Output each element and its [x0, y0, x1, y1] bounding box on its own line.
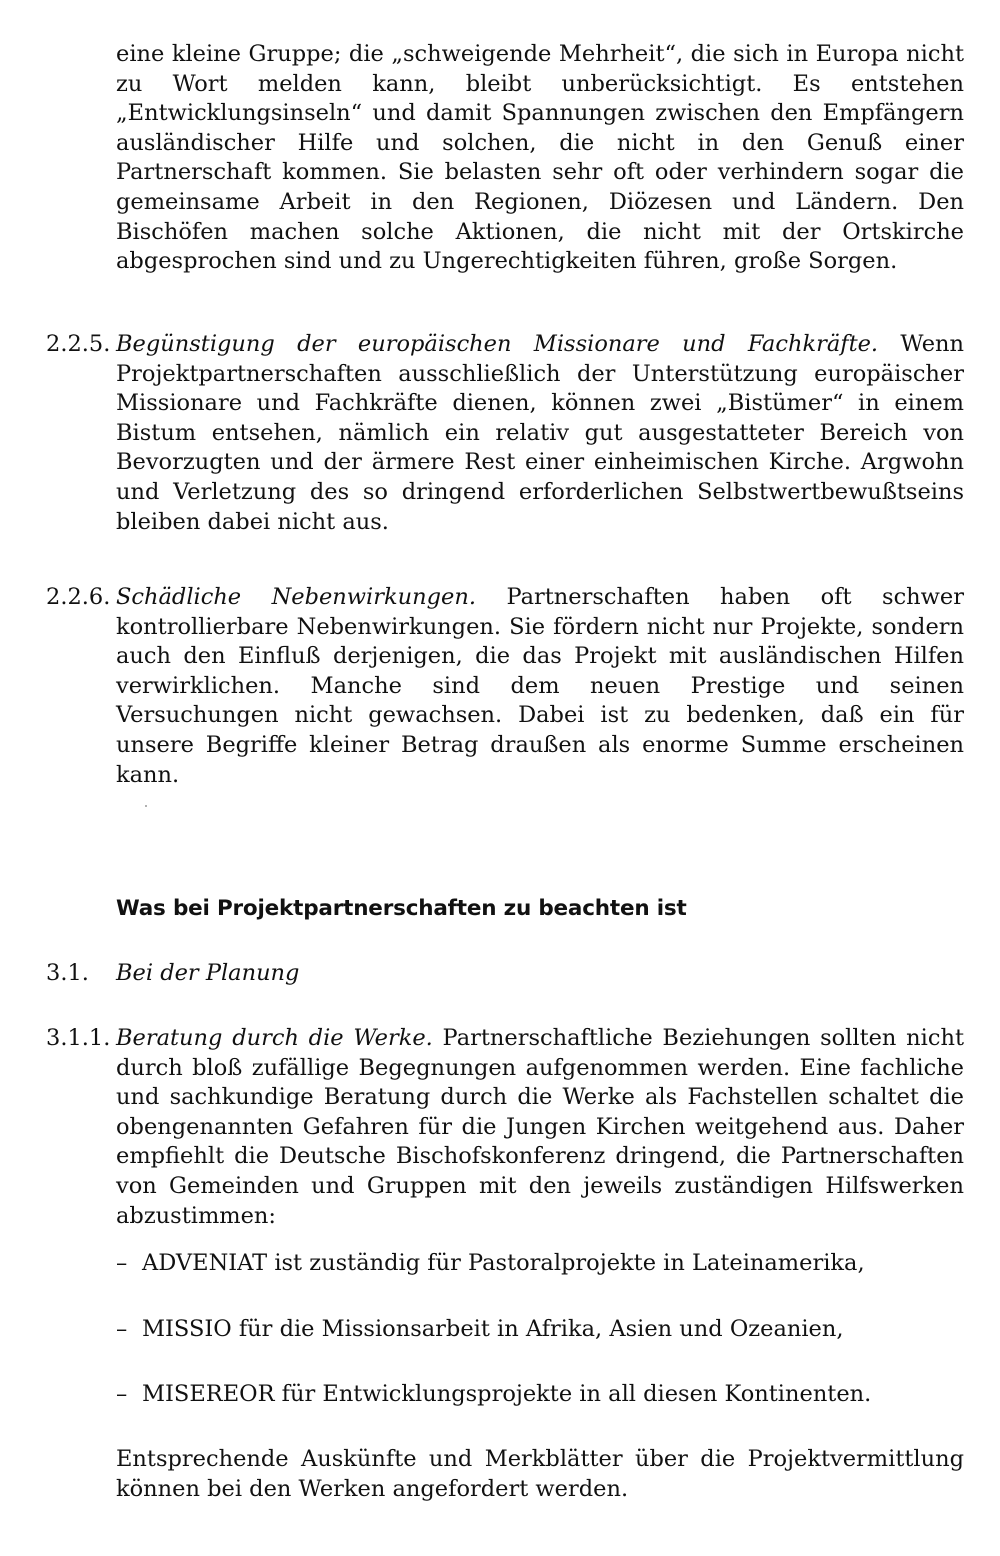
section-2-2-6	[46, 583, 964, 790]
list-item-text: MISSIO für die Missionsarbeit in Afrika, Asien und Ozeanien,	[142, 1316, 844, 1342]
list-item	[116, 1249, 964, 1279]
section-number: 3.1.1.	[46, 1025, 111, 1051]
subheading-number: 3.1.	[46, 960, 89, 986]
subheading-title: Bei der Planung	[116, 960, 300, 986]
scan-speck	[145, 805, 147, 807]
bullet-dash: –	[116, 1316, 128, 1342]
section-2-2-5	[46, 330, 964, 537]
list-item-text: ADVENIAT ist zuständig für Pastoralprojekte in Lateinamerika,	[142, 1250, 865, 1276]
list-item	[116, 1315, 964, 1345]
list-item-text: MISEREOR für Entwicklungsprojekte in all diesen Kontinenten.	[142, 1381, 872, 1407]
chapter-heading: Was bei Projektpartnerschaften zu beachten ist	[116, 896, 687, 921]
closing-paragraph: Entsprechende Auskünfte und Merkblätter über die Projektvermittlung können bei den Werken angefordert werden.	[116, 1446, 964, 1502]
subheading-3-1	[46, 959, 964, 989]
section-number: 2.2.5.	[46, 331, 111, 357]
section-paragraph	[116, 583, 964, 790]
section-title: Begünstigung der europäischen Missionare und Fachkräfte.	[116, 331, 879, 357]
section-body: Wenn Projektpartnerschaften ausschließlich der Unterstützung europäischer Missionare und Fachkräfte dienen, können zwei „Bistümer“ in einem Bistum entsehen, nämlich ein relativ gut ausgestatteter Bereich von Bevorzugten und der ärmere Rest einer einheimischen Kirche. Argwohn und Verletzung des so dringend erforderlichen Selbstwertbewußtseins bleiben dabei nicht aus.	[116, 331, 964, 535]
bullet-dash: –	[116, 1250, 128, 1276]
section-paragraph	[116, 1024, 964, 1231]
intro-paragraph: eine kleine Gruppe; die „schweigende Mehrheit“, die sich in Europa nicht zu Wort melden kann, bleibt unberücksichtigt. Es entstehen „Entwicklungsinseln“ und damit Spannungen zwischen den Empfängern ausländischer Hilfe und solchen, die nicht in den Genuß einer Partnerschaft kommen. Sie belasten sehr oft oder verhindern sogar die gemeinsame Arbeit in den Regionen, Diözesen und Ländern. Den Bischöfen machen solche Aktionen, die nicht mit der Ortskirche abgesprochen sind und zu Ungerechtigkeiten führen, große Sorgen.	[116, 41, 964, 275]
section-title: Beratung durch die Werke.	[116, 1025, 433, 1051]
list-item	[116, 1380, 964, 1410]
section-3-1-1	[46, 1024, 964, 1231]
bullet-dash: –	[116, 1381, 128, 1407]
section-body: Partnerschaften haben oft schwer kontrollierbare Nebenwirkungen. Sie fördern nicht nur Projekte, sondern auch den Einfluß derjenigen, die das Projekt mit ausländischen Hilfen verwirklichen. Manche sind dem neuen Prestige und seinen Versuchungen nicht gewachsen. Dabei ist zu bedenken, daß ein für unsere Begriffe kleiner Betrag draußen als enorme Summe erscheinen kann.	[116, 584, 964, 788]
section-paragraph	[116, 330, 964, 537]
section-body: Partnerschaftliche Beziehungen sollten nicht durch bloß zufällige Begegnungen aufgenommen werden. Eine fachliche und sachkundige Beratung durch die Werke als Fachstellen schaltet die obengenannten Gefahren für die Jungen Kirchen weitgehend aus. Daher empfiehlt die Deutsche Bischofskonferenz dringend, die Partnerschaften von Gemeinden und Gruppen mit den jeweils zuständigen Hilfswerken abzustimmen:	[116, 1025, 964, 1229]
section-title: Schädliche Nebenwirkungen.	[116, 584, 476, 610]
section-number: 2.2.6.	[46, 584, 111, 610]
